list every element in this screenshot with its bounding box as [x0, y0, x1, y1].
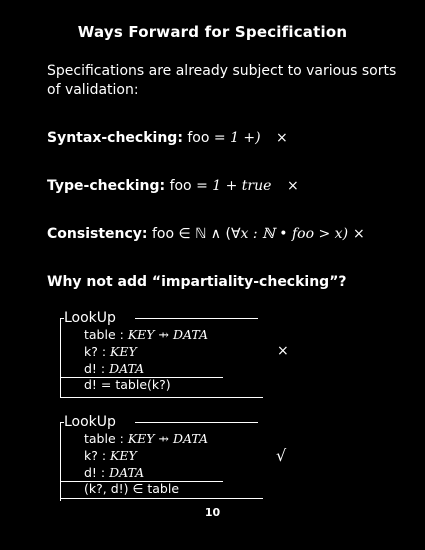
- schema-box-1: [60, 310, 265, 400]
- consistency-label: Consistency:: [47, 226, 148, 242]
- slide-title: Ways Forward for Specification: [77, 23, 348, 41]
- schema-1-bottom-rule: [60, 397, 263, 398]
- syntax-check-mark: ×: [276, 130, 288, 146]
- schema-box-2: [60, 414, 265, 504]
- schema-1-predicate: d! = table(k?): [84, 377, 171, 392]
- syntax-check-label: Syntax-checking:: [47, 130, 183, 146]
- schema-1-name: LookUp: [64, 310, 116, 326]
- schema-1-decl-data: d! : DATA: [84, 361, 145, 376]
- schema-1-mark: ×: [277, 343, 289, 359]
- consistency-row: [47, 226, 348, 242]
- schema-2-checkmark: √: [276, 446, 287, 465]
- schema-2-decl-key: k? : KEY: [84, 448, 137, 463]
- schema-1-decl-table: table : KEY ⇸ DATA: [84, 327, 209, 342]
- type-check-expr-a: foo =: [169, 178, 213, 194]
- type-check-row: [47, 178, 271, 194]
- intro-paragraph: Specifications are already subject to various sorts of validation:: [47, 63, 397, 98]
- schema-2-decl-data: d! : DATA: [84, 465, 145, 480]
- consistency-expr-a: foo ∈ ℕ ∧ (∀: [151, 226, 241, 242]
- syntax-check-row: [47, 130, 261, 146]
- syntax-check-expr-b: 1 +): [230, 130, 261, 146]
- schema-2-left-rule: [60, 422, 61, 501]
- consistency-mark: ×: [353, 226, 365, 242]
- type-check-label: Type-checking:: [47, 178, 166, 194]
- type-check-expr-b: 1 + true: [212, 178, 272, 194]
- schema-1-left-rule: [60, 318, 61, 397]
- question-heading: Why not add “impartiality-checking”?: [47, 274, 347, 290]
- consistency-expr-b: x : ℕ • foo > x): [240, 226, 349, 242]
- schema-1-decl-key: k? : KEY: [84, 344, 137, 359]
- schema-2-decl-table: table : KEY ⇸ DATA: [84, 431, 209, 446]
- schema-2-predicate: (k?, d!) ∈ table: [84, 481, 180, 496]
- schema-2-bottom-rule: [60, 498, 263, 499]
- schema-1-header-rule-right: [135, 318, 258, 319]
- syntax-check-expr-a: foo =: [187, 130, 231, 146]
- schema-2-header-rule-right: [135, 422, 258, 423]
- page-number: 10: [204, 506, 221, 519]
- schema-2-name: LookUp: [64, 414, 116, 430]
- type-check-mark: ×: [287, 178, 299, 194]
